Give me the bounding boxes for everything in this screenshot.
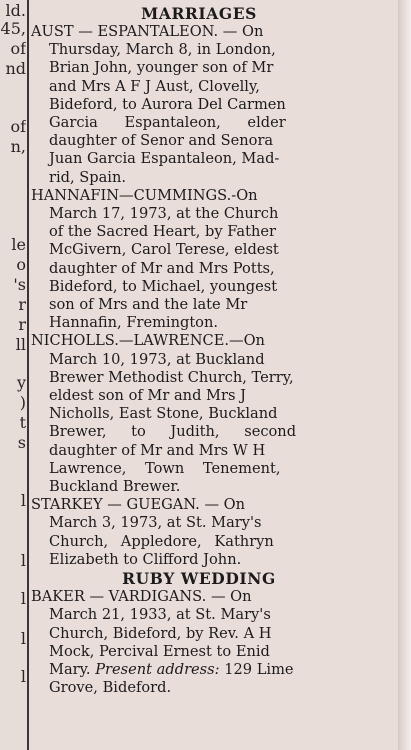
present-address-value: 129 Lime [224,660,294,678]
notice-lead: AUST — ESPANTALEON. — On [31,23,264,40]
notice-line: eldest son of Mr and Mrs J [49,387,246,405]
notice-line: Bideford, to Aurora Del Carmen [49,95,286,113]
notice-lead: STARKEY — GUEGAN. — On [31,496,246,514]
notice-lead: BAKER — VARDIGANS. — On [31,588,252,606]
notice-line: Hannafin, Fremington. [49,314,219,332]
notice-line: Grove, Bideford. [49,679,172,697]
fragment: ld. [5,1,26,20]
notice-lead: NICHOLLS.—LAWRENCE.—On [31,332,265,350]
section-heading-ruby-wedding: RUBY WEDDING [122,569,276,589]
notice-line: daughter of Senor and Senora [49,132,274,150]
notice-line: March 17, 1973, at the Church [49,205,279,223]
notice-line: March 10, 1973, at Buckland [49,350,265,368]
fragment: ) [19,393,26,412]
notice-line: Brewer Methodist Church, Terry, [49,368,294,386]
fragment: nd [5,59,26,78]
notice-line: Buckland Brewer. [49,478,181,496]
fragment: l [20,551,26,570]
fragment: 's [13,275,26,294]
fragment: t [19,413,26,432]
column-rule [27,0,29,750]
notice-line: March 3, 1973, at St. Mary's [49,514,262,532]
notice-line: of the Sacred Heart, by Father [49,223,276,241]
fragment: s [17,433,26,452]
fragment: r [18,315,26,334]
fragment: r [18,295,26,314]
fragment: n, [10,137,26,156]
notice-line [49,661,367,679]
paper-edge [398,0,411,750]
notice-starkey-guegan [31,496,367,569]
notice-line: Mock, Percival Ernest to Enid [49,642,270,660]
fragment: of [10,117,26,136]
notice-line: Bideford, to Michael, youngest [49,277,278,295]
notice-lead: HANNAFIN—CUMMINGS.-On [31,186,258,204]
fragment: l [20,491,26,510]
fragment: l [20,667,26,686]
fragment: l [20,629,26,648]
notice-line: daughter of Mr and Mrs Potts, [49,259,275,277]
notice-line: Juan Garcia Espantaleon, Mad- [49,150,280,168]
notice-line: and Mrs A F J Aust, Clovelly, [49,77,260,95]
notice-line: Lawrence, Town Tenement, [49,459,281,477]
fragment: 45, [0,19,26,38]
notice-line: March 21, 1933, at St. Mary's [49,606,271,624]
fragment: ll [15,335,26,354]
notice-line: Garcia Espantaleon, elder [49,114,286,132]
notice-line: McGivern, Carol Terese, eldest [49,241,279,259]
fragment: le [11,235,26,254]
present-address-label: Present address: [95,660,220,678]
notice-baker-vardigans [31,588,367,697]
notice-line: son of Mrs and the late Mr [49,296,248,314]
notice-line: rid, Spain. [49,168,127,186]
section-heading-marriages: MARRIAGES [141,4,257,23]
announcements-column [31,4,367,748]
adjacent-column-fragments [0,0,26,750]
notice-line: Elizabeth to Clifford John. [49,550,242,568]
fragment: y [16,373,26,392]
notice-line: Church, Appledore, Kathryn [49,532,274,550]
notice-line: daughter of Mr and Mrs W H [49,441,266,459]
notice-line: Church, Bideford, by Rev. A H [49,624,272,642]
notice-aust-espantaleon [31,23,367,187]
notice-line: Brian John, younger son of Mr [49,59,274,77]
notice-line-end: Mary. [49,660,91,678]
notice-line: Brewer, to Judith, second [49,423,297,441]
fragment: o [16,255,26,274]
notice-line: Nicholls, East Stone, Buckland [49,405,278,423]
fragment: l [20,589,26,608]
notice-line: Thursday, March 8, in London, [49,41,276,59]
fragment: of [10,39,26,58]
notice-nicholls-lawrence [31,332,367,496]
notice-hannafin-cummings [31,187,367,333]
